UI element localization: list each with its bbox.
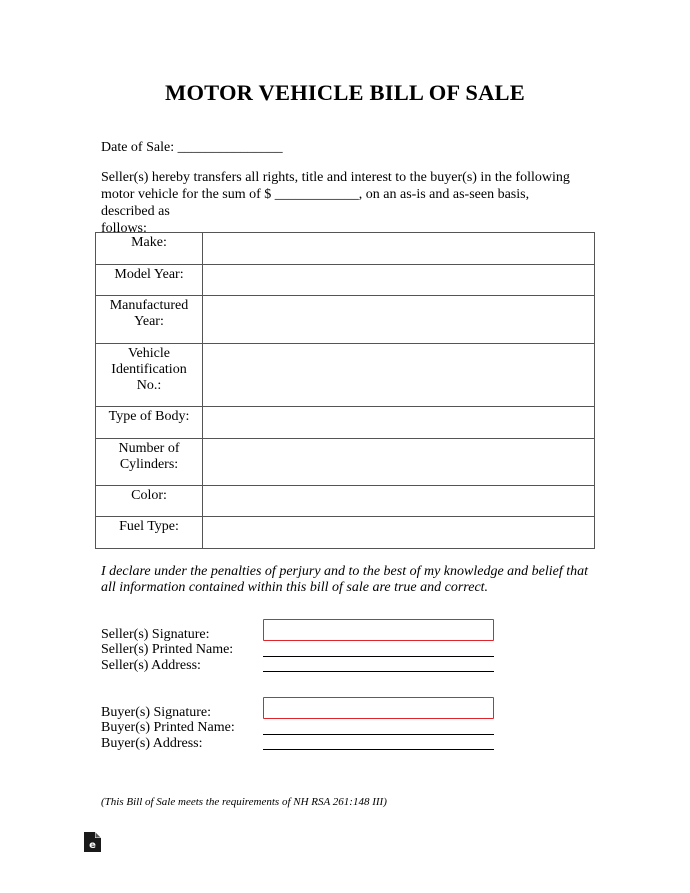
label-line: Cylinders: xyxy=(119,457,179,472)
vehicle-field-value[interactable] xyxy=(203,265,595,296)
svg-text:e: e xyxy=(89,840,96,851)
declaration-line: all information contained within this bill of sale are true and correct. xyxy=(101,580,489,595)
label-line: Type of Body: xyxy=(108,409,190,424)
label-line: Vehicle xyxy=(128,346,170,361)
vehicle-field-label xyxy=(96,296,203,344)
buyer-signature-label: Buyer(s) Signature: xyxy=(101,705,212,720)
seller-signature-label: Seller(s) Signature: xyxy=(101,627,210,642)
transfer-line: Seller(s) hereby transfers all rights, title and interest to the buyer(s) in the following xyxy=(101,170,570,185)
date-of-sale: Date of Sale: _______________ xyxy=(101,140,283,155)
table-row xyxy=(96,344,595,407)
label-line: Model Year: xyxy=(114,267,184,282)
vehicle-field-label xyxy=(96,265,203,296)
vehicle-field-label xyxy=(96,439,203,486)
label-line: Identification xyxy=(111,362,187,377)
table-row xyxy=(96,486,595,517)
vehicle-field-label xyxy=(96,486,203,517)
transfer-line: motor vehicle for the sum of $ ____________, on an as-is and as-seen basis, described as xyxy=(101,187,530,219)
buyer-signature-field[interactable] xyxy=(263,697,494,719)
table-row xyxy=(96,265,595,296)
transfer-line: follows: xyxy=(101,221,147,236)
vehicle-field-value[interactable] xyxy=(203,344,595,407)
vehicle-details-table xyxy=(95,232,595,549)
eforms-logo-icon xyxy=(84,832,101,852)
seller-signature-field[interactable] xyxy=(263,619,494,641)
vehicle-field-value[interactable] xyxy=(203,407,595,439)
seller-address-label: Seller(s) Address: xyxy=(101,658,201,673)
label-line: Make: xyxy=(131,235,167,250)
seller-printed-name-label: Seller(s) Printed Name: xyxy=(101,642,234,657)
buyer-printed-name-label: Buyer(s) Printed Name: xyxy=(101,720,235,735)
document-title: MOTOR VEHICLE BILL OF SALE xyxy=(165,80,525,105)
vehicle-field-label xyxy=(96,233,203,265)
vehicle-field-value[interactable] xyxy=(203,517,595,549)
buyer-address-label: Buyer(s) Address: xyxy=(101,736,203,751)
perjury-declaration xyxy=(101,564,591,596)
vehicle-field-label xyxy=(96,407,203,439)
table-row xyxy=(96,407,595,439)
vehicle-field-value[interactable] xyxy=(203,486,595,517)
label-line: Fuel Type: xyxy=(119,519,179,534)
label-line: Number of xyxy=(118,441,180,456)
seller-printed-name-line[interactable] xyxy=(263,656,494,657)
table-row xyxy=(96,233,595,265)
label-line: Year: xyxy=(134,314,164,329)
table-row xyxy=(96,517,595,549)
seller-address-line[interactable] xyxy=(263,671,494,672)
vehicle-field-value[interactable] xyxy=(203,439,595,486)
vehicle-field-label xyxy=(96,517,203,549)
table-row xyxy=(96,296,595,344)
declaration-line: I declare under the penalties of perjury and to the best of my knowledge and belief that xyxy=(101,564,589,579)
buyer-address-line[interactable] xyxy=(263,749,494,750)
transfer-paragraph xyxy=(101,169,571,237)
label-line: Manufactured xyxy=(109,298,189,313)
vehicle-field-value[interactable] xyxy=(203,233,595,265)
vehicle-field-label xyxy=(96,344,203,407)
legal-footnote: (This Bill of Sale meets the requirements of NH RSA 261:148 III) xyxy=(101,796,387,808)
buyer-printed-name-line[interactable] xyxy=(263,734,494,735)
label-line: No.: xyxy=(136,378,162,393)
table-row xyxy=(96,439,595,486)
vehicle-field-value[interactable] xyxy=(203,296,595,344)
label-line: Color: xyxy=(131,488,167,503)
